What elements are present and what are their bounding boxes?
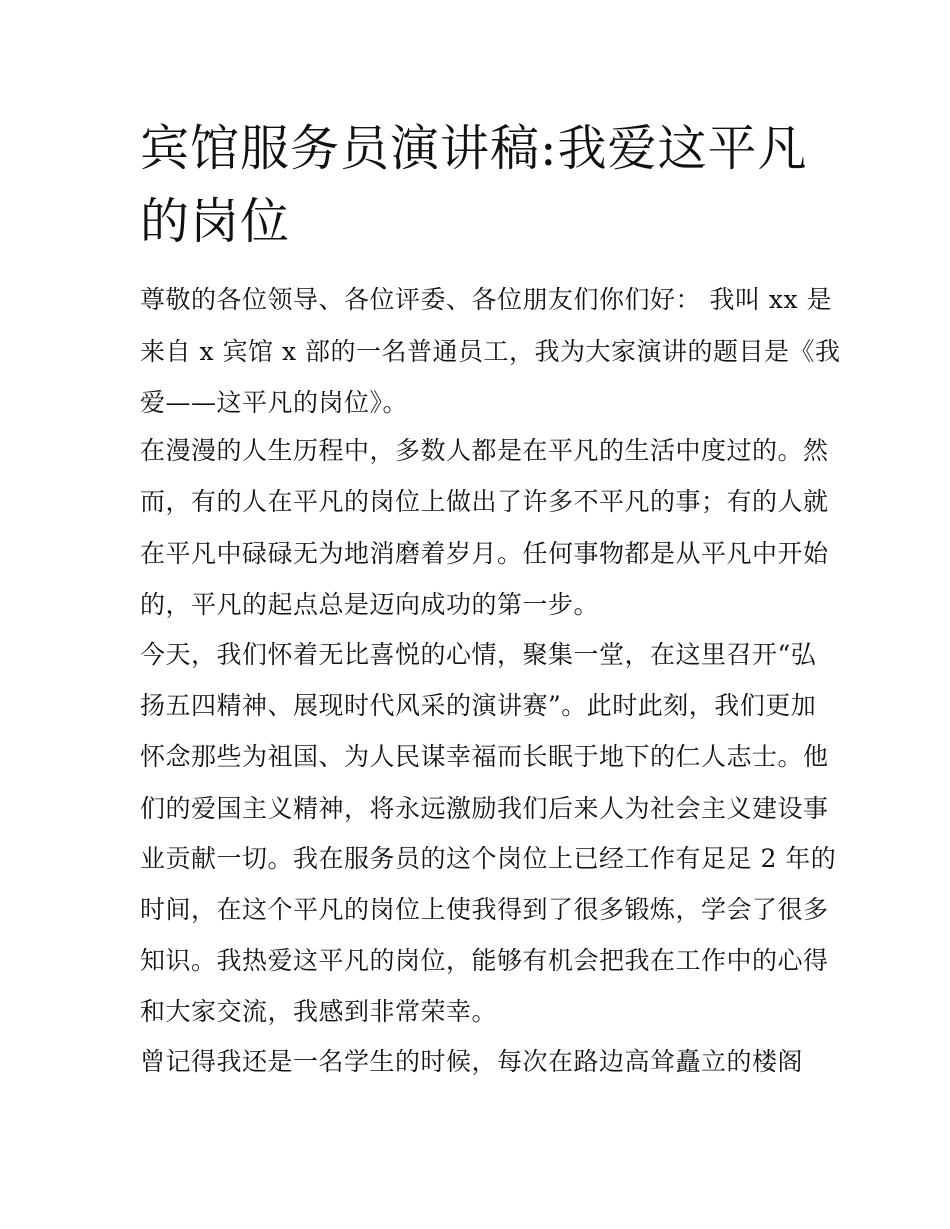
body-line: 时间，在这个平凡的岗位上使我得到了很多锻炼，学会了很多 bbox=[140, 895, 829, 924]
body-line: 曾记得我还是一名学生的时候，每次在路边高耸矗立的楼阁 bbox=[140, 1047, 804, 1076]
body-line: 知识。我热爱这平凡的岗位，能够有机会把我在工作中的心得 bbox=[140, 946, 829, 975]
body-line: 爱——这平凡的岗位》。 bbox=[140, 388, 409, 417]
body-line: 而，有的人在平凡的岗位上做出了许多不平凡的事；有的人就 bbox=[140, 487, 829, 516]
body-line: 尊敬的各位领导、各位评委、各位朋友们你们好： 我叫 xx 是 bbox=[140, 285, 833, 314]
body-line: 扬五四精神、展现时代风采的演讲赛”。此时此刻，我们更加 bbox=[140, 691, 817, 720]
body-line: 和大家交流，我感到非常荣幸。 bbox=[140, 997, 498, 1026]
title-line-2: 的岗位 bbox=[140, 193, 291, 250]
body-line: 来自 x 宾馆 x 部的一名普通员工，我为大家演讲的题目是《我 bbox=[140, 337, 841, 366]
body-line: 在漫漫的人生历程中，多数人都是在平凡的生活中度过的。然 bbox=[140, 436, 829, 465]
body-line: 今天，我们怀着无比喜悦的心情，聚集一堂，在这里召开“弘 bbox=[140, 640, 817, 669]
body-line: 在平凡中碌碌无为地消磨着岁月。任何事物都是从平凡中开始 bbox=[140, 539, 829, 568]
body-line: 的，平凡的起点总是迈向成功的第一步。 bbox=[140, 590, 600, 619]
body-line: 们的爱国主义精神，将永远激励我们后来人为社会主义建设事 bbox=[140, 794, 829, 823]
body-line: 怀念那些为祖国、为人民谋幸福而长眠于地下的仁人志士。他 bbox=[140, 742, 829, 771]
title-line-1: 宾馆服务员演讲稿:我爱这平凡 bbox=[140, 120, 808, 177]
document-title bbox=[140, 112, 820, 258]
body-line: 业贡献一切。我在服务员的这个岗位上已经工作有足足 2 年的 bbox=[140, 844, 837, 873]
